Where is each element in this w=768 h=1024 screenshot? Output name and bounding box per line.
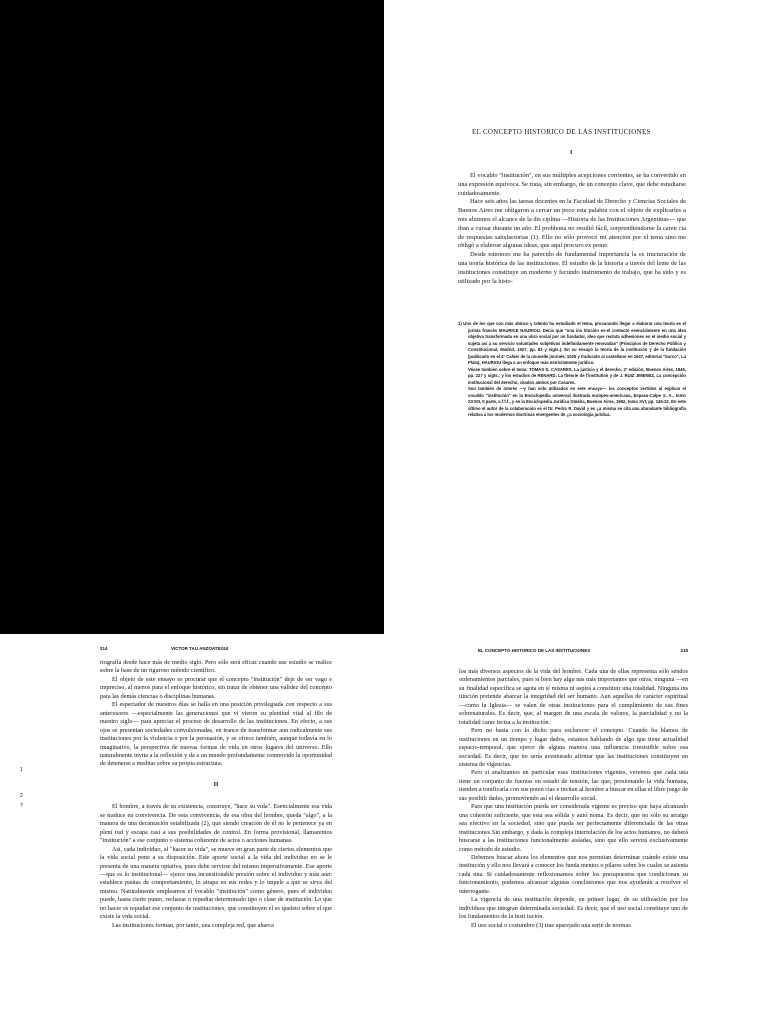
paragraph: Así, cada individuo, al "hacer su vida", se mueve en gran parte de ciertos elementos que la vida social pone a su disposición. Este aporte social a la vida del individuo no se le presenta de una manera optativa, pues debe servirse del mismo imperativamente. Ese aporte —que es lo institucional— ejerce una incuestionable presión sobre el individuo y más aún: establece pautas de comportamiento, lo atrapa en sus redes y lo impele a que se sirva del mismo. Naturalmente empleamos el vocablo "institución" como género, pues el individuo puede, hasta cierto punto, rechazar o repudiar determinado tipo o clase de institución. Lo que no hacer es repudiar ese conjunto de instituciones, que constituyen el es queleto sobre el que existe la vida social.: [100, 845, 332, 921]
footnote: Son también de interés —y han sido utilizados en este ensayo— los conceptos vertidos al explicar el vocablo "institución" en la Enciclopedia universal ilustrada europeo-americana, Espasa-Calpe S. A., tomo XXVIII, II parte, s.f.f.f., y en la Enciclopedia Jurídica Omeba, Buenos Aires, 1962, tomo XVI, pp. 149-22. En este último el autor de la colaboración es el Dr. Pedro R. David y es ¿a misma se cita una abundante bibliografía relativa a los modernos doctrinas emergentes de ¿a sociología jurídica.: [468, 386, 686, 417]
right-page-header: [478, 648, 688, 653]
right-page-body: [459, 668, 688, 930]
paragraph: Para que una institución pueda ser considerada vigente es preciso que haya alcanzado una cohesión suficiente, que esta sea sólida y autó noma. Es decir, que no sólo su arraigo sea efectivo en la sociedad, sino que pueda ser perfectamente diferenciada de las otras instituciones Sin embargo, y dada la compleja interrelación de los actos humanos, no deberá buscarse a las instituciones funcionalmente aisladas, sino que ello servirá exclusivamente como método de estudio.: [459, 803, 688, 853]
paragraph: La vigencia de una institución depende, en primer lugar, de su utilización por los individuos que integran determinada sociedad. Es decir, que el uso social constituye uno de los fundamentos de la insti tución.: [459, 896, 688, 921]
top-page: [384, 0, 768, 634]
paragraph: Pero si analizamos un particular esas instituciones vigentes, veremos que cada una tiene un conjunto de fuerzas en estado de tensión, las que, presionando la vida humana, tienden a tonificarla con sus poten cias e incitan al hombre a buscar en ellas el libre juego de sus posibili dades, promoviendo así el desarrollo social.: [459, 769, 688, 802]
margin-note: 1: [20, 767, 23, 773]
paragraph: riografía desde hace más de medio siglo. Pero sólo será eficaz cuando use estudio se realice sobre la base de un riguroso método científico.: [100, 659, 332, 675]
margin-note: ?: [20, 803, 23, 809]
paragraph: Pero no basta con lo dicho para esclarecer el concepto. Cuando ha blamos de instituciones en un tiempo y lugar dados, estamos hablando de algo que tiene actualidad espacio-temporal, que ejerce de alguna manera una influencia irresistible sobre esa sociedad. Es decir, que no sería aventurado afirmar que las instituciones constituyen un sistema de vigencias.: [459, 727, 688, 768]
section-heading: II: [213, 780, 219, 788]
paragraph: Hace seis años las tareas docentes en la Facultad de Derecho y Ciencias Sociales de Buenos Aires me obligaron a cercar un poco esta palabra con el objeto de explicarles a mis alumnos el alcance de la dis ciplina —Historia de las Instituciones Argentinas— que iban a cursar durante un año. El problema no resultó fácil, sorprendiéndome la caren cia de respuestas satisfactorias (1). Ello no sólo provocó mi atención por el tema sino me obligó a elaborar algunas ideas, que aquí procuro ex poner.: [458, 198, 686, 250]
paragraph: los más diversos aspectos de la vida del hombre. Cada una de ellas representa sólo sendos ordenamientos parciales, pues si bien hay algu nas más importantes que otras, ninguna —en su finalidad específica se agota en sí misma ni aspira a constituir una totalidad. Ninguna ins titución pretende abarcar la integridad del ser humano. Aun aquellas de carácter espiritual —como la Iglesia— se valen de otras instituciones para el cumplimiento de sus fines sobrenaturales. Es decir, que, al margen de una escala de valores, la parcialidad y no la totalidad carac teriza a la institución.: [459, 668, 688, 726]
footnote: 1) Uno de los que con más ahinco y talento ha estudiado el tema, procurando llegar a elaborar una teoría es el jurista francés MAURICE HAURIOU. Decía que "una ins titución es-el contacto esencialmente en una idea objetiva transformada en una obra social por un fundador, idea que recluta adhesiones en el medio social y sujeta así a su servicio voluntades subjetivas indefinidamente renovadas" (Principios de Derecho Público y Constitucional, Madrid, 1927, pp. 83 y sigts.). En su ensayo la teoría de la institución y de la fundación (publicado en el 4º Cahier de la nouvelle journée, 1925 y traducido al castellano en 1947, editorial "Surco", La Plata), HAURIOU llega a un enfoque más estrictamente jurídico.: [458, 321, 686, 365]
left-page-header: [100, 646, 332, 651]
page-number: 215: [680, 648, 688, 653]
left-page-body: [100, 659, 332, 930]
paragraph: Debemos buscar ahora los elementos que nos permitan determinar cuándo existe una institución y ello nos llevará a conocer los funda mentos o pilares sobre los cuales se asienta cada una. Si cuidadosamente reflexionamos sobre los presupuestos que condicionan su funcionamiento, podemos alcanzar algunas conclusiones que nos ayudarán a resolver el interrogante.: [459, 853, 688, 895]
paragraph: El espectador de nuestros días se halla en una posición privilegiada con respecto a sus antecesores —especialmente las generaciones que vi vieron su plenitud vital al filo de nuestro siglo— para apreciar el proceso de desarrollo de las instituciones. En efecto, a sus ojos se presentan sociedades convulsionadas, en trance de transformar aun radicalmente sus instituciones por la violencia o por la persuasión, y se ofrece también, aunque todavía en lo imaginativo, la perspectiva de nuevas formas de vida en otros lugares del universo. Ello naturalmente invita a la reflexión y da a un mundo profundamente conmovido la oportunidad de detenerse a meditar sobre su propia estructura.: [100, 701, 332, 768]
page-number: 214: [100, 646, 108, 651]
footnotes: [458, 321, 686, 419]
top-page-body: [458, 172, 686, 286]
paragraph: Desde entonces me ha parecido de fundamental importancia la es tructuración de una teoría histórica de las instituciones. El estudio de la historia a través del lente de las instituciones constituye un moderno y fecundo instrumento de trabajo, que ha sido y es utilizado por la histo-: [458, 251, 686, 285]
paragraph: El hombre, a través de su existencia, construye, "hace su vida". Esencialmente esa vida se traduce en convivencia. De esta convivencia, de esa obra del hombre, queda "algo", a la manera de una decantación estabilizada (2), que siendo creación de él no le pertenece ya en pleni tud y escapa casi a sus posibilidades de control. En forma provisional, llamaremos "institución" a ese conjunto o sistema coherente de actos o acciones humanas.: [100, 803, 332, 845]
section-number: I: [570, 150, 573, 156]
margin-note: 2: [20, 793, 23, 799]
paragraph: El objeto de este ensayo es procurar que el concepto "institución" deje de ser vago e impreciso, al menos para el enfoque histórico, sin tratar de obtener una validez del concepto para las demás ciencias o disciplinas humanas.: [100, 675, 332, 700]
chapter-title: EL CONCEPTO HISTORICO DE LAS INSTITUCIONES: [472, 128, 651, 136]
paragraph: El vocablo "institución", en sus múltiples acepciones corrientes, se ha convertido en una expresión equívoca. Se trata, sin embargo, de un concepto clave, que debe estudiarse cuidadosamente.: [458, 172, 686, 197]
paragraph: El uso social o costumbre (3) trae aparejado una serie de normas: [471, 921, 631, 929]
footnote: Véase también sobre el tema: TOMAS D. CASARES, La justicia y el derecho, 2º edición, Buenos Aires, 1945, pp. 227 y sigts.; y los estudios de RENARD, La théorie de l'institution y de J. RUIZ JIMENEZ, La concepción institucional del derecho, citados ambos por Casares.: [468, 366, 686, 385]
running-header-author: VICTOR TAU ANZOATEGUI: [170, 646, 229, 651]
paragraph: Las instituciones forman, por tanto, una compleja red, que abarca: [112, 921, 274, 929]
running-header-title: EL CONCEPTO HISTORICO DE LAS INSTITUCIONES: [478, 648, 591, 653]
